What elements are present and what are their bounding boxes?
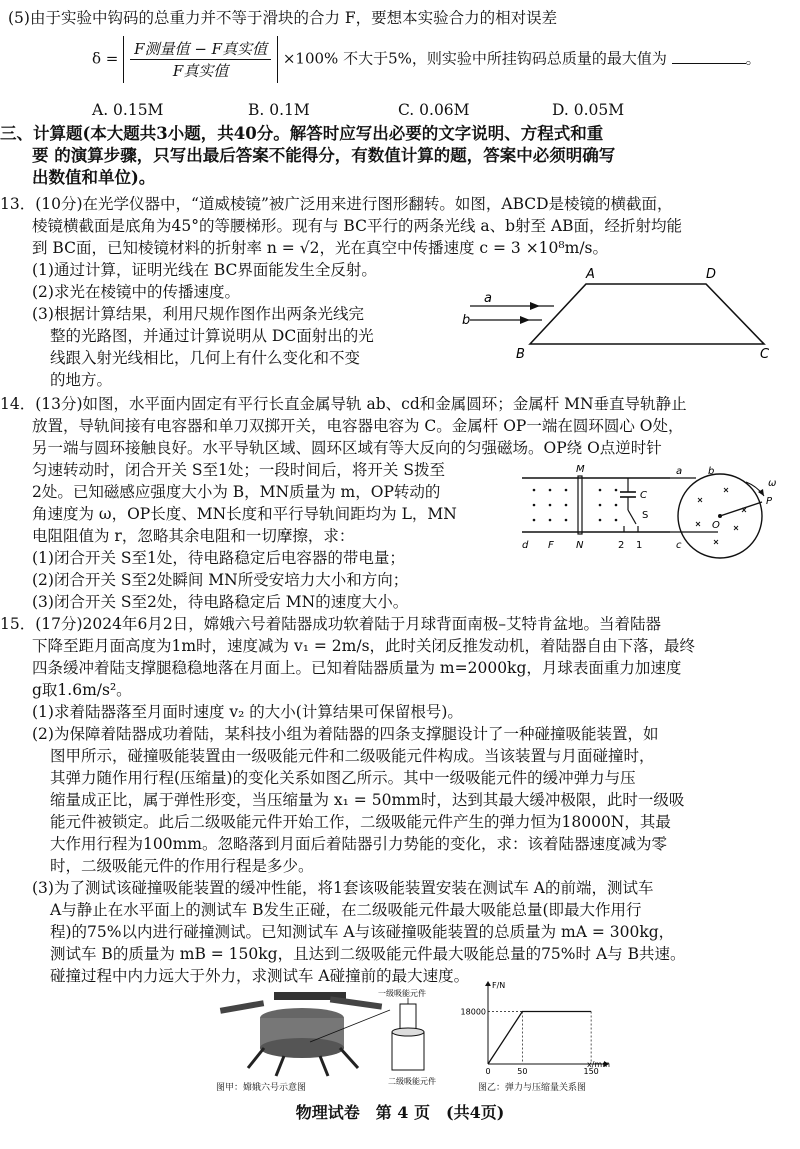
- q15-part2-line1: (2)为保障着陆器成功着陆，某科技小组为着陆器的四条支撑腿设计了一种碰撞吸能装置，如: [32, 725, 659, 743]
- circuit-diagram: [520, 462, 792, 580]
- label-c: c: [676, 540, 682, 551]
- option-a: A. 0.15M: [92, 101, 164, 119]
- q14-part3: (3)闭合开关 S至2处，待电路稳定后 MN的速度大小。: [32, 593, 409, 611]
- label-omega: ω: [768, 478, 777, 489]
- fraction: [130, 38, 271, 81]
- force-compression-chart: [460, 980, 610, 1080]
- figure-a-caption: 图甲：嫦娥六号示意图: [216, 1083, 307, 1093]
- label-b: b: [708, 466, 715, 477]
- q13-part3-line3: 线跟入射光线相比，几何上有什么变化和不变: [50, 349, 361, 367]
- q15-line2: 下降至距月面高度为1m时，速度减为 v₁ = 2m/s，此时关闭反推发动机，着陆器自由下落，最终: [32, 637, 696, 655]
- q15-part3-line2: A与静止在水平面上的测试车 B发生正碰，在二级吸能元件最大吸能总量(即最大作用行: [50, 901, 642, 919]
- label-switch-S: S: [642, 510, 649, 521]
- ray-a-label: a: [484, 291, 492, 306]
- figure-b-caption: 图乙：弹力与压缩量关系图: [478, 1083, 587, 1093]
- q15-part3-line5: 碰撞过程中内力远大于外力，求测试车 A碰撞前的最大速度。: [50, 967, 470, 985]
- abs-value: [123, 36, 278, 83]
- label-d: d: [522, 540, 529, 551]
- ray-b-label: b: [462, 313, 471, 328]
- q13-part1: (1)通过计算，证明光线在 BC界面能发生全反射。: [32, 261, 377, 279]
- q14-line3: 另一端与圆环接触良好。水平导轨区域、圆环区域有等大反向的匀强磁场。OP绕 O点逆时针: [32, 439, 662, 457]
- q14-line5: 2处。已知磁感应强度大小为 B，MN质量为 m，OP转动的: [32, 483, 441, 501]
- q15-part3-line1: (3)为了测试该碰撞吸能装置的缓冲性能，将1套该吸能装置安装在测试车 A的前端，测试车: [32, 879, 654, 897]
- q14-part1: (1)闭合开关 S至1处，待电路稳定后电容器的带电量；: [32, 549, 405, 567]
- formula-tail-end: 。: [745, 49, 761, 68]
- prism-diagram: [460, 262, 780, 362]
- q15-part3-line4: 测试车 B的质量为 mB = 150kg，且达到二级吸能元件最大吸能总量的75%时 A与 B共速。: [50, 945, 686, 963]
- q15-part2-line4: 缩量成正比，属于弹性形变，当压缩量为 x₁ = 50mm时，达到其最大缓冲极限，此时一级吸: [50, 791, 685, 809]
- label-C: C: [760, 347, 770, 362]
- page-footer: 物理试卷 第 4 页 (共4页): [295, 1103, 505, 1122]
- label-B: B: [516, 347, 525, 362]
- option-d: D. 0.05M: [552, 101, 625, 119]
- section3-heading: 三、计算题(本大题共3小题，共40分。解答时应写出必要的文字说明、方程式和重: [0, 124, 604, 143]
- q15-part2-line3: 其弹力随作用行程(压缩量)的变化关系如图乙所示。其中一级吸能元件的缓冲弹力与压: [50, 769, 636, 787]
- formula-tail: ×100% 不大于5%，则实验中所挂钩码总质量的最大值为: [282, 49, 667, 68]
- q13-part3-line1: (3)根据计算结果，利用尺规作图作出两条光线完: [32, 305, 364, 323]
- label-M: M: [576, 464, 585, 475]
- q15-part2-line7: 时，二级吸能元件的作用行程是多少。: [50, 857, 314, 875]
- q15-line4: g取1.6m/s²。: [32, 681, 132, 699]
- q12-part5-text: (5)由于实验中钩码的总重力并不等于滑块的合力 F，要想本实验合力的相对误差: [8, 9, 558, 27]
- q14-part2: (2)闭合开关 S至2处瞬间 MN所受安培力大小和方向；: [32, 571, 409, 589]
- q15-part2-line2: 图甲所示，碰撞吸能装置由一级吸能元件和二级吸能元件构成。当该装置与月面碰撞时，: [50, 747, 655, 765]
- label-P: P: [766, 496, 773, 507]
- q15-line3: 四条缓冲着陆支撑腿稳稳地落在月面上。已知着陆器质量为 m=2000kg，月球表面重力加速度: [32, 659, 682, 677]
- label-D: D: [706, 267, 717, 282]
- q13-line3: 到 BC面，已知棱镜材料的折射率 n = √2，光在真空中传播速度 c = 3 ×10⁸m/s。: [32, 239, 608, 257]
- delta-symbol: δ =: [92, 49, 119, 68]
- q13-part3-line2: 整的光路图，并通过计算说明从 DC面射出的光: [50, 327, 374, 345]
- relative-error-formula: [92, 36, 761, 83]
- q14-line4: 匀速转动时，闭合开关 S至1处；一段时间后，将开关 S拨至: [32, 461, 445, 479]
- q14-line2: 放置，导轨间接有电容器和单刀双掷开关，电容器电容为 C。金属杆 OP一端在圆环圆心 O处，: [32, 417, 684, 435]
- q14-line1: 14．(13分)如图，水平面内固定有平行长直金属导轨 ab、cd和金属圆环；金属杆 MN垂直导轨静止: [0, 395, 687, 413]
- q15-line1: 15．(17分)2024年6月2日，嫦娥六号着陆器成功软着陆于月球背面南极–艾特肯盆地。当着陆器: [0, 615, 661, 633]
- q14-line7: 电阻阻值为 r，忽略其余电阻和一切摩擦，求：: [32, 527, 355, 545]
- option-c: C. 0.06M: [398, 101, 470, 119]
- level1-label: 一级吸能元件: [378, 989, 426, 998]
- level2-label: 二级吸能元件: [388, 1077, 436, 1086]
- section3-line3: 出数值和单位)。: [32, 168, 156, 187]
- x-tick-label: 50: [517, 1067, 528, 1076]
- label-O: O: [712, 520, 720, 531]
- label-terminal-1: 1: [636, 540, 643, 551]
- label-A: A: [586, 267, 595, 282]
- q15-part1: (1)求着陆器落至月面时速度 v₂ 的大小(计算结果可保留根号)。: [32, 703, 463, 721]
- label-F: F: [548, 540, 554, 551]
- force-series-line: [488, 1012, 591, 1065]
- fraction-denominator: F真实值: [172, 62, 229, 80]
- label-N: N: [576, 540, 584, 551]
- y-axis-arrow: [485, 981, 491, 986]
- q15-part3-line3: 程)的75%以内进行碰撞测试。已知测试车 A与该碰撞吸能装置的总质量为 mA = 300kg，: [50, 923, 675, 941]
- q13-line1: 13．(10分)在光学仪器中，“道威棱镜”被广泛用来进行图形翻转。如图，ABCD是棱镜的横截面，: [0, 195, 673, 213]
- x-tick-label: 150: [583, 1067, 599, 1076]
- y-tick-label: 18000: [460, 1007, 486, 1017]
- fraction-numerator: F测量值 − F真实值: [130, 38, 271, 60]
- label-a: a: [676, 466, 683, 477]
- q14-line6: 角速度为 ω，OP长度、MN长度和平行导轨间距均为 L，MN: [32, 505, 457, 523]
- answer-blank: [672, 49, 746, 64]
- q13-line2: 棱镜横截面是底角为45°的等腰梯形。现有与 BC平行的两条光线 a、b射至 AB面，经折射均能: [32, 217, 683, 235]
- q13-part2: (2)求光在棱镜中的传播速度。: [32, 283, 240, 301]
- q15-part2-line6: 大作用行程为100mm。忽略落到月面后着陆器引力势能的变化，求：该着陆器速度减为零: [50, 835, 667, 853]
- x-tick-label: 0: [485, 1067, 491, 1076]
- option-b: B. 0.1M: [248, 101, 310, 119]
- q13-part3-line4: 的地方。: [50, 371, 113, 389]
- y-axis-label: F/N: [492, 981, 506, 990]
- label-terminal-2: 2: [618, 540, 625, 551]
- x-axis-label: x/mm: [586, 1060, 610, 1069]
- label-capacitor-C: C: [640, 490, 647, 501]
- section3-line2: 要 的演算步骤，只写出最后答案不能得分，有数值计算的题，答案中必须明确写: [32, 146, 616, 165]
- q15-part2-line5: 能元件被锁定。此后二级吸能元件开始工作，二级吸能元件产生的弹力恒为18000N，其最: [50, 813, 671, 831]
